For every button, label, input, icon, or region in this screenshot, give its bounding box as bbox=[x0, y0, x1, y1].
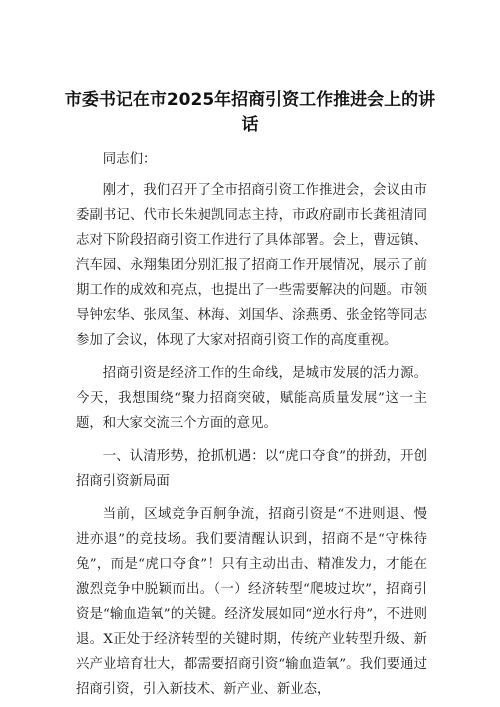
paragraph-theme: 招商引资是经济工作的生命线，是城市发展的活力源。今天，我想围绕“聚力招商突破，赋能高质量发展”这一主题，和大家交流三个方面的意见。 bbox=[76, 366, 427, 431]
document-body bbox=[76, 147, 427, 702]
paragraph-situation: 当前，区域竞争百舸争流，招商引资是“不进则退、慢进亦退”的竞技场。我们要清醒认识到，招商不是“守株待兔”，而是“虎口夺食”！只有主动出击、精准发力，才能在激烈竞争中脱颖而出。（一）经济转型“爬坡过坎”，招商引资是“输血造氧”的关键。经济发展如同“逆水行舟”，不进则退。X正处于经济转型的关键时期，传统产业转型升级、新兴产业培育壮大，都需要招商引资“输血造氧”。我们要通过招商引资，引入新技术、新产业、新业态， bbox=[76, 507, 427, 697]
paragraph-opening: 刚才，我们召开了全市招商引资工作推进会，会议由市委副书记、代市长朱昶凯同志主持，市政府副市长龚祖清同志对下阶段招商引资工作进行了具体部署。会上，曹远镇、汽车园、永翔集团分别汇报了招商工作开展情况，展示了前期工作的成效和亮点，也提出了一些需要解决的问题。市领导钟宏华、张凤玺、林海、刘国华、涂燕勇、张金铭等同志参加了会议，体现了大家对招商引资工作的高度重视。 bbox=[76, 183, 427, 348]
salutation: 同志们： bbox=[102, 152, 157, 167]
document-title: 市委书记在市2025年招商引资工作推进会上的讲话 bbox=[64, 90, 436, 135]
section-heading-1: 一、认清形势，抢抓机遇：以“虎口夺食”的拼劲，开创招商引资新局面 bbox=[76, 449, 427, 489]
